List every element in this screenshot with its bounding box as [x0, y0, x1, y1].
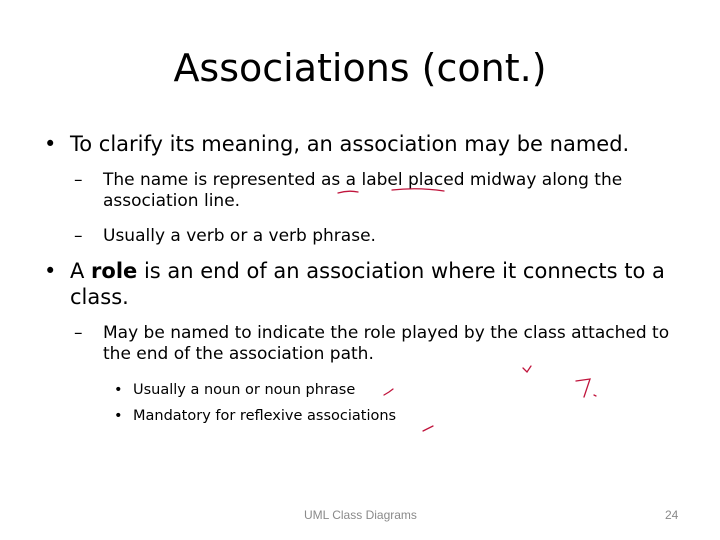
bold-term: role	[91, 259, 138, 283]
sub-bullet-1-2	[74, 226, 674, 247]
sub-sub-bullet-text: Mandatory for reflexive associations	[133, 408, 397, 424]
sub-bullet-marker: –	[74, 170, 83, 190]
sub-sub-bullet-marker: •	[114, 382, 123, 398]
bullet-1	[44, 131, 684, 157]
sub-sub-bullet-marker: •	[114, 408, 123, 424]
sub-bullet-2-1	[74, 323, 674, 365]
page-number: 24	[665, 508, 679, 522]
ink-dot-mark	[594, 395, 596, 396]
sub-bullet-text: May be named to indicate the role played by the class attached to the end of the association path.	[103, 323, 670, 364]
sub-bullet-1-1	[74, 170, 674, 212]
slide-title: Associations (cont.)	[173, 46, 547, 90]
ink-tick-reflexive	[423, 426, 433, 431]
footer-title: UML Class Diagrams	[304, 508, 417, 522]
bullet-marker: •	[44, 259, 57, 283]
ink-tick-path	[523, 366, 531, 372]
bullet-text-part: is an end of an association where it connects to a class.	[70, 259, 665, 309]
ink-bracket-mark	[576, 379, 590, 397]
sub-bullet-text: The name is represented as a label placed midway along the association line.	[103, 170, 623, 211]
bullet-marker: •	[44, 132, 57, 156]
bullet-text: To clarify its meaning, an association may be named.	[70, 132, 630, 156]
sub-sub-bullet-2-1-1	[114, 381, 514, 399]
sub-bullet-marker: –	[74, 226, 83, 246]
sub-bullet-text: Usually a verb or a verb phrase.	[103, 226, 376, 246]
bullet-2	[44, 258, 684, 310]
sub-sub-bullet-text: Usually a noun or noun phrase	[133, 382, 356, 398]
bullet-text	[44, 258, 684, 310]
sub-bullet-marker: –	[74, 323, 83, 343]
bullet-text-part: A	[70, 259, 92, 283]
sub-sub-bullet-2-1-2	[114, 407, 514, 425]
